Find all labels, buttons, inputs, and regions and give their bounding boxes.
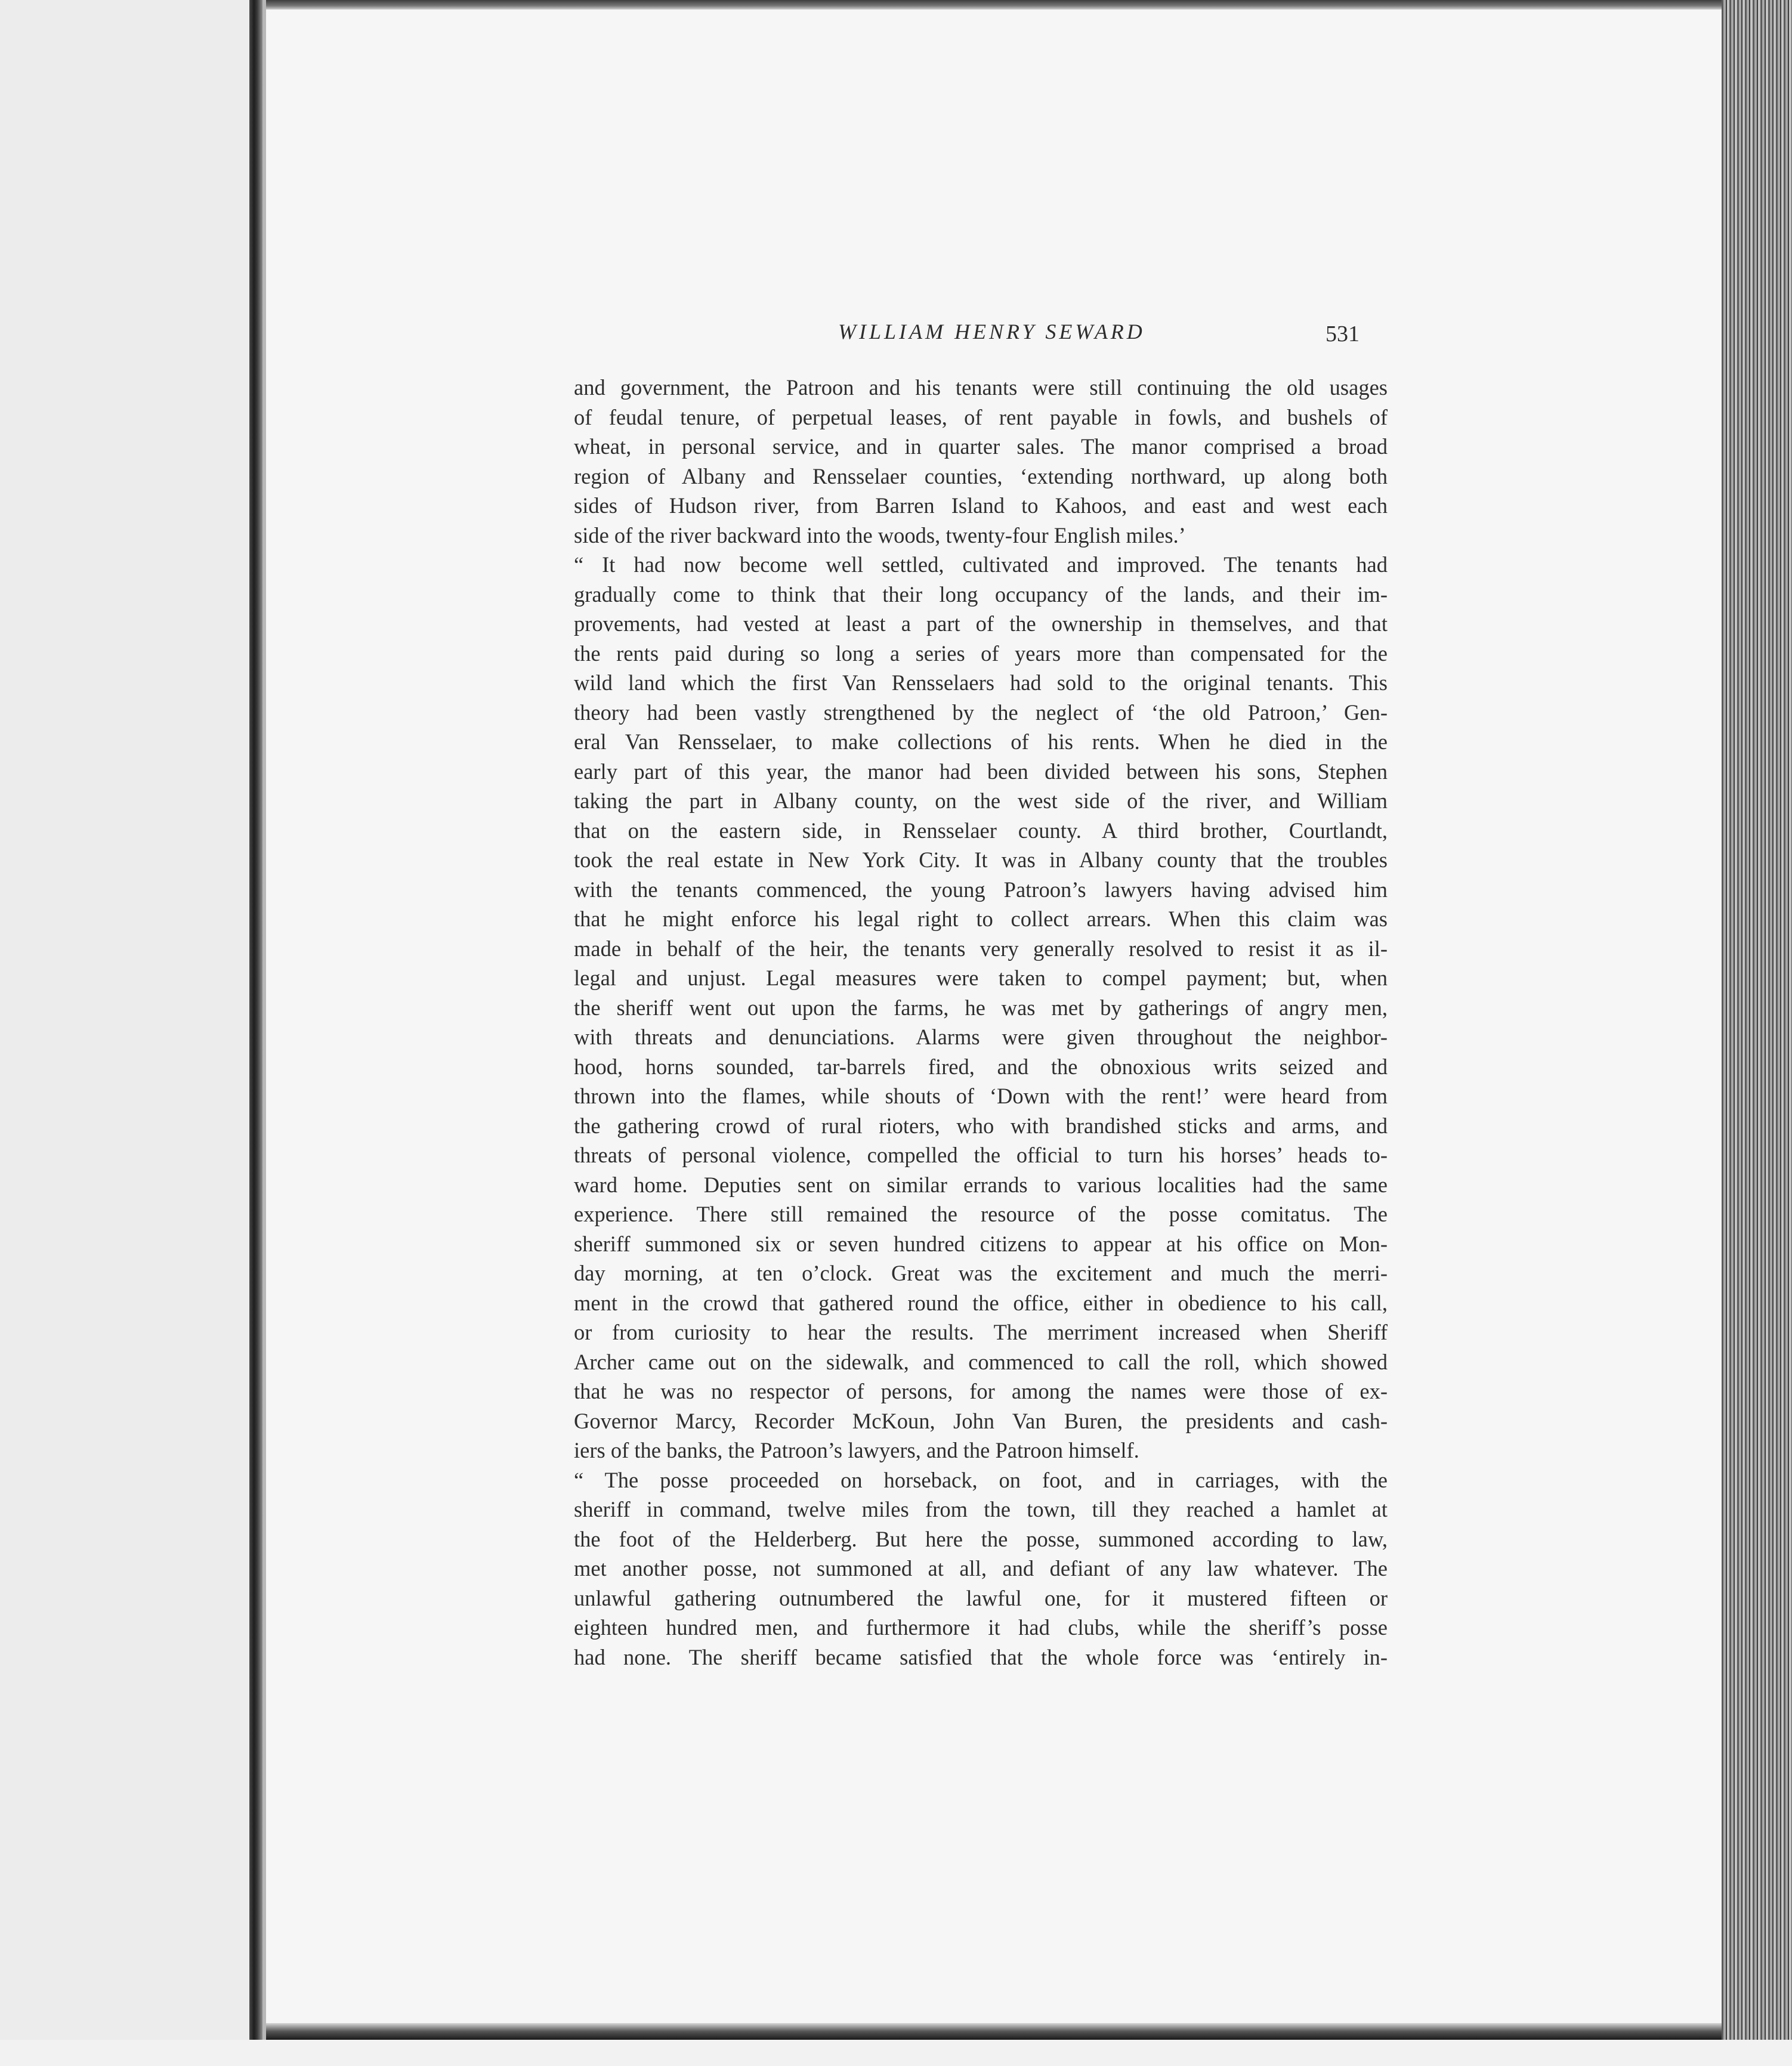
text-line: eighteen hundred men, and furthermore it had clubs, while the sheriff’s posse (574, 1615, 1388, 1640)
text-line: and government, the Patroon and his tenants were still continuing the old usages (574, 375, 1388, 400)
text-line: experience. There still remained the resource of the posse comitatus. The (574, 1202, 1388, 1226)
text-line: the gathering crowd of rural rioters, who with brandished sticks and arms, and (574, 1113, 1388, 1138)
text-line: “ It had now become well settled, cultivated and improved. The tenants had (574, 552, 1388, 577)
text-line: or from curiosity to hear the results. The merriment increased when Sheriff (574, 1320, 1388, 1344)
text-line: ment in the crowd that gathered round the office, either in obedience to his call, (574, 1290, 1388, 1315)
text-line: the sheriff went out upon the farms, he was met by gatherings of angry men, (574, 995, 1388, 1020)
text-line: provements, had vested at least a part of the ownership in themselves, and that (574, 611, 1388, 636)
text-line: the rents paid during so long a series of years more than compensated for the (574, 641, 1388, 666)
scan-bottom-margin (0, 2040, 1792, 2066)
text-line: threats of personal violence, compelled the official to turn his horses’ heads to- (574, 1143, 1388, 1167)
text-line: theory had been vastly strengthened by the neglect of ‘the old Patroon,’ Gen- (574, 700, 1388, 725)
text-line: iers of the banks, the Patroon’s lawyers, and the Patroon himself. (574, 1438, 1139, 1462)
text-line: taking the part in Albany county, on the west side of the river, and William (574, 788, 1388, 813)
text-line: thrown into the flames, while shouts of ‘Down with the rent!’ were heard from (574, 1084, 1388, 1108)
text-line: made in behalf of the heir, the tenants very generally resolved to resist it as il- (574, 936, 1388, 961)
text-line: met another posse, not summoned at all, and defiant of any law whatever. The (574, 1556, 1388, 1581)
facing-page-blank (0, 0, 249, 2066)
text-line: ward home. Deputies sent on similar errands to various localities had the same (574, 1172, 1388, 1197)
text-line: legal and unjust. Legal measures were taken to compel payment; but, when (574, 966, 1388, 990)
text-line: sheriff summoned six or seven hundred citizens to appear at his office on Mon- (574, 1231, 1388, 1256)
text-line: with the tenants commenced, the young Patroon’s lawyers having advised him (574, 877, 1388, 902)
text-line: wheat, in personal service, and in quarter sales. The manor comprised a broad (574, 434, 1388, 459)
text-line: Governor Marcy, Recorder McKoun, John Van Buren, the presidents and cash- (574, 1408, 1388, 1433)
text-line: that on the eastern side, in Rensselaer county. A third brother, Courtlandt, (574, 818, 1388, 843)
text-line: that he was no respector of persons, for among the names were those of ex- (574, 1379, 1388, 1403)
text-line: Archer came out on the sidewalk, and commenced to call the roll, which showed (574, 1349, 1388, 1374)
text-line: sides of Hudson river, from Barren Island to Kahoos, and east and west each (574, 493, 1388, 518)
book-gutter (249, 0, 262, 2066)
body-text (574, 373, 1388, 1672)
text-line: side of the river backward into the woods, twenty-four English miles.’ (574, 522, 1186, 548)
text-line: of feudal tenure, of perpetual leases, of rent payable in fowls, and bushels of (574, 404, 1388, 429)
running-head: WILLIAM HENRY SEWARD (838, 320, 1145, 344)
text-line: “ The posse proceeded on horseback, on foot, and in carriages, with the (574, 1467, 1388, 1492)
text-line: unlawful gathering outnumbered the lawful one, for it mustered fifteen or (574, 1585, 1388, 1610)
text-line: sheriff in command, twelve miles from the town, till they reached a hamlet at (574, 1497, 1388, 1521)
text-line: day morning, at ten o’clock. Great was the excitement and much the merri- (574, 1261, 1388, 1285)
text-line: had none. The sheriff became satisfied that the whole force was ‘entirely in- (574, 1644, 1388, 1669)
text-line: the foot of the Helderberg. But here the posse, summoned according to law, (574, 1526, 1388, 1551)
page-bottom-edge (266, 2023, 1722, 2040)
text-line: with threats and denunciations. Alarms were given throughout the neighbor- (574, 1025, 1388, 1049)
text-line: gradually come to think that their long occupancy of the lands, and their im- (574, 582, 1388, 607)
text-line: eral Van Rensselaer, to make collections of his rents. When he died in the (574, 729, 1388, 754)
text-line: region of Albany and Rensselaer counties, ‘extending northward, up along both (574, 463, 1388, 488)
text-line: took the real estate in New York City. It was in Albany county that the troubles (574, 848, 1388, 872)
page-number: 531 (1326, 321, 1360, 347)
text-line: that he might enforce his legal right to collect arrears. When this claim was (574, 907, 1388, 931)
text-line: early part of this year, the manor had been divided between his sons, Stephen (574, 759, 1388, 784)
page-top-edge (266, 0, 1722, 10)
text-line: hood, horns sounded, tar-barrels fired, and the obnoxious writs seized and (574, 1054, 1388, 1079)
text-line: wild land which the first Van Rensselaers had sold to the original tenants. This (574, 670, 1388, 695)
page-stack-edge (1722, 0, 1792, 2040)
